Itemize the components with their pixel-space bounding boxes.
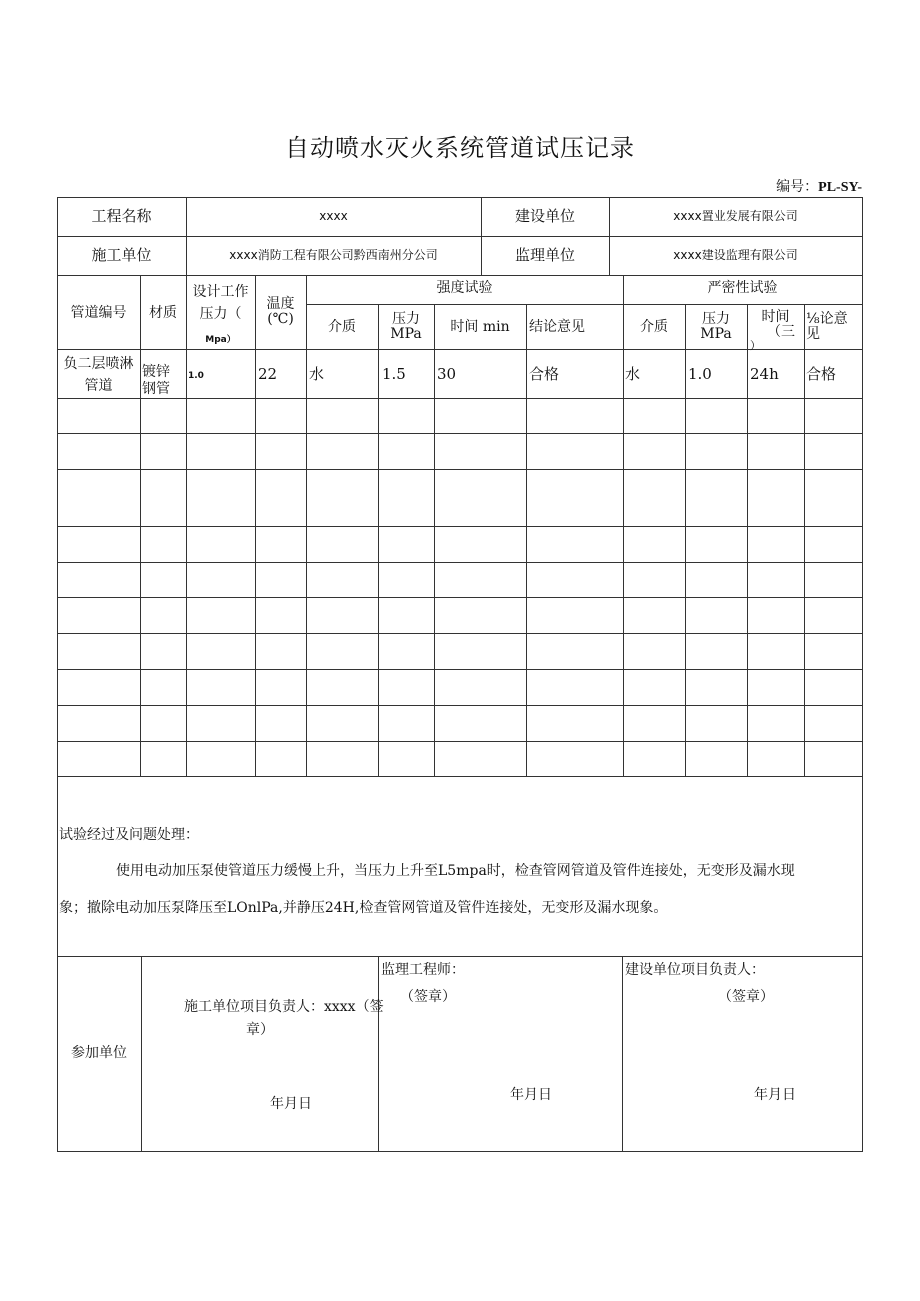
contractor-signer-line-1: 施工单位项目负责人：xxxx（签 <box>184 999 384 1015</box>
column-header-pipe-no: 管道编号 <box>70 305 127 321</box>
grid-line <box>57 741 863 742</box>
cell-conclusion-2: 合格 <box>806 365 837 383</box>
cell-pipe-no-2: 管道 <box>84 378 113 394</box>
column-header-strength-test: 强度试验 <box>436 280 493 296</box>
grid-line <box>862 197 863 1152</box>
cell-time-2: 24h <box>750 365 779 383</box>
column-header-time2-1: 时间 <box>761 309 790 325</box>
grid-line <box>57 669 863 670</box>
grid-line <box>526 304 527 777</box>
grid-line <box>747 304 748 777</box>
column-header-tightness-test: 严密性试验 <box>707 280 778 296</box>
cell-medium-2: 水 <box>625 365 641 383</box>
builder-label: 建设单位 <box>514 207 575 225</box>
grid-line <box>141 956 142 1152</box>
process-label: 试验经过及问题处理： <box>59 827 199 843</box>
grid-line <box>57 469 863 470</box>
grid-line <box>57 197 58 1152</box>
grid-line <box>57 705 863 706</box>
grid-line <box>57 398 863 399</box>
column-header-time2-3: ） <box>750 339 761 352</box>
cell-pipe-no-1: 负二层喷淋 <box>63 356 134 372</box>
column-header-medium: 介质 <box>328 319 356 335</box>
column-header-material: 材质 <box>149 305 177 321</box>
grid-line <box>57 562 863 563</box>
grid-line <box>57 597 863 598</box>
grid-line <box>434 304 435 777</box>
document-number-value: PL-SY- <box>818 180 862 195</box>
grid-line <box>623 275 624 777</box>
column-header-design-pressure-2: 压力（ <box>199 306 242 322</box>
document-number <box>776 176 862 196</box>
cell-design-pressure: 1.0 <box>188 371 204 381</box>
grid-line <box>186 275 187 777</box>
builder-value: xxxx置业发展有限公司 <box>673 209 798 223</box>
grid-line <box>622 956 623 1152</box>
cell-pressure: 1.5 <box>382 365 406 383</box>
cell-material-2: 钢管 <box>142 381 170 397</box>
builder-signer-line-2: （签章） <box>718 989 774 1005</box>
grid-line <box>57 349 863 350</box>
process-text-line-2: 象；撤除电动加压泵降压至LOnlPa,并静压24H,检查管网管道及管件连接处，无变形及漏水现象。 <box>59 900 668 916</box>
grid-line <box>57 776 863 777</box>
supervisor-label: 监理单位 <box>514 246 575 264</box>
contractor-value: xxxx消防工程有限公司黔西南州分公司 <box>229 248 438 262</box>
column-header-temp-1: 温度 <box>266 296 295 312</box>
grid-line <box>57 956 863 957</box>
grid-line <box>57 526 863 527</box>
supervisor-value: xxxx建设监理有限公司 <box>673 248 798 262</box>
column-header-pressure2-1: 压力 <box>702 311 730 327</box>
supervisor-date: 年月日 <box>510 1087 552 1103</box>
cell-temp: 22 <box>258 365 278 383</box>
grid-line <box>804 304 805 777</box>
column-header-time-min: 时间 min <box>450 319 510 335</box>
grid-line <box>57 197 863 198</box>
grid-line <box>57 236 863 237</box>
cell-pressure-2: 1.0 <box>688 365 712 383</box>
grid-line <box>57 633 863 634</box>
column-header-pressure-2: MPa <box>390 326 422 342</box>
builder-signer-line-1: 建设单位项目负责人： <box>625 962 765 978</box>
contractor-label: 施工单位 <box>91 246 152 264</box>
column-header-pressure2-2: MPa <box>700 326 732 342</box>
grid-line <box>57 1151 863 1152</box>
column-header-design-pressure-1: 设计工作 <box>192 284 249 300</box>
cell-time: 30 <box>437 365 457 383</box>
supervisor-signer-line-2: （签章） <box>400 989 456 1005</box>
cell-conclusion: 合格 <box>529 365 560 383</box>
cell-material-1: 镀锌 <box>142 364 170 380</box>
column-header-conclusion2-1: ⅛论意 <box>806 311 848 327</box>
project-name-label: 工程名称 <box>91 207 152 225</box>
grid-line <box>685 304 686 777</box>
grid-line <box>306 304 863 305</box>
column-header-conclusion: 结论意见 <box>529 319 585 335</box>
process-text-line-1: 使用电动加压泵使管道压力缓慢上升，当压力上升至L5mpa时，检查管网管道及管件连接处，无变形及漏水现 <box>116 863 795 879</box>
column-header-conclusion2-2: 见 <box>806 326 820 342</box>
column-header-time2-2: （三 <box>767 324 795 340</box>
grid-line <box>306 275 307 777</box>
page-title: 自动喷水灭火系统管道试压记录 <box>285 134 635 162</box>
document-number-label: 编号： <box>776 179 819 195</box>
grid-line <box>140 275 141 777</box>
project-name-value: xxxx <box>319 209 348 223</box>
column-header-medium-2: 介质 <box>640 319 668 335</box>
grid-line <box>57 433 863 434</box>
contractor-signer-line-2: 章） <box>246 1022 274 1038</box>
column-header-design-pressure-unit: Mpa） <box>205 335 236 345</box>
participants-label: 参加单位 <box>71 1045 127 1061</box>
cell-medium: 水 <box>309 365 325 383</box>
grid-line <box>378 304 379 777</box>
grid-line <box>378 956 379 1152</box>
supervisor-signer-line-1: 监理工程师： <box>381 962 465 978</box>
contractor-date: 年月日 <box>270 1096 312 1112</box>
column-header-pressure-1: 压力 <box>392 311 420 327</box>
builder-date: 年月日 <box>754 1087 796 1103</box>
grid-line <box>255 275 256 777</box>
column-header-temp-2: (℃) <box>267 311 294 327</box>
grid-line <box>57 275 863 276</box>
